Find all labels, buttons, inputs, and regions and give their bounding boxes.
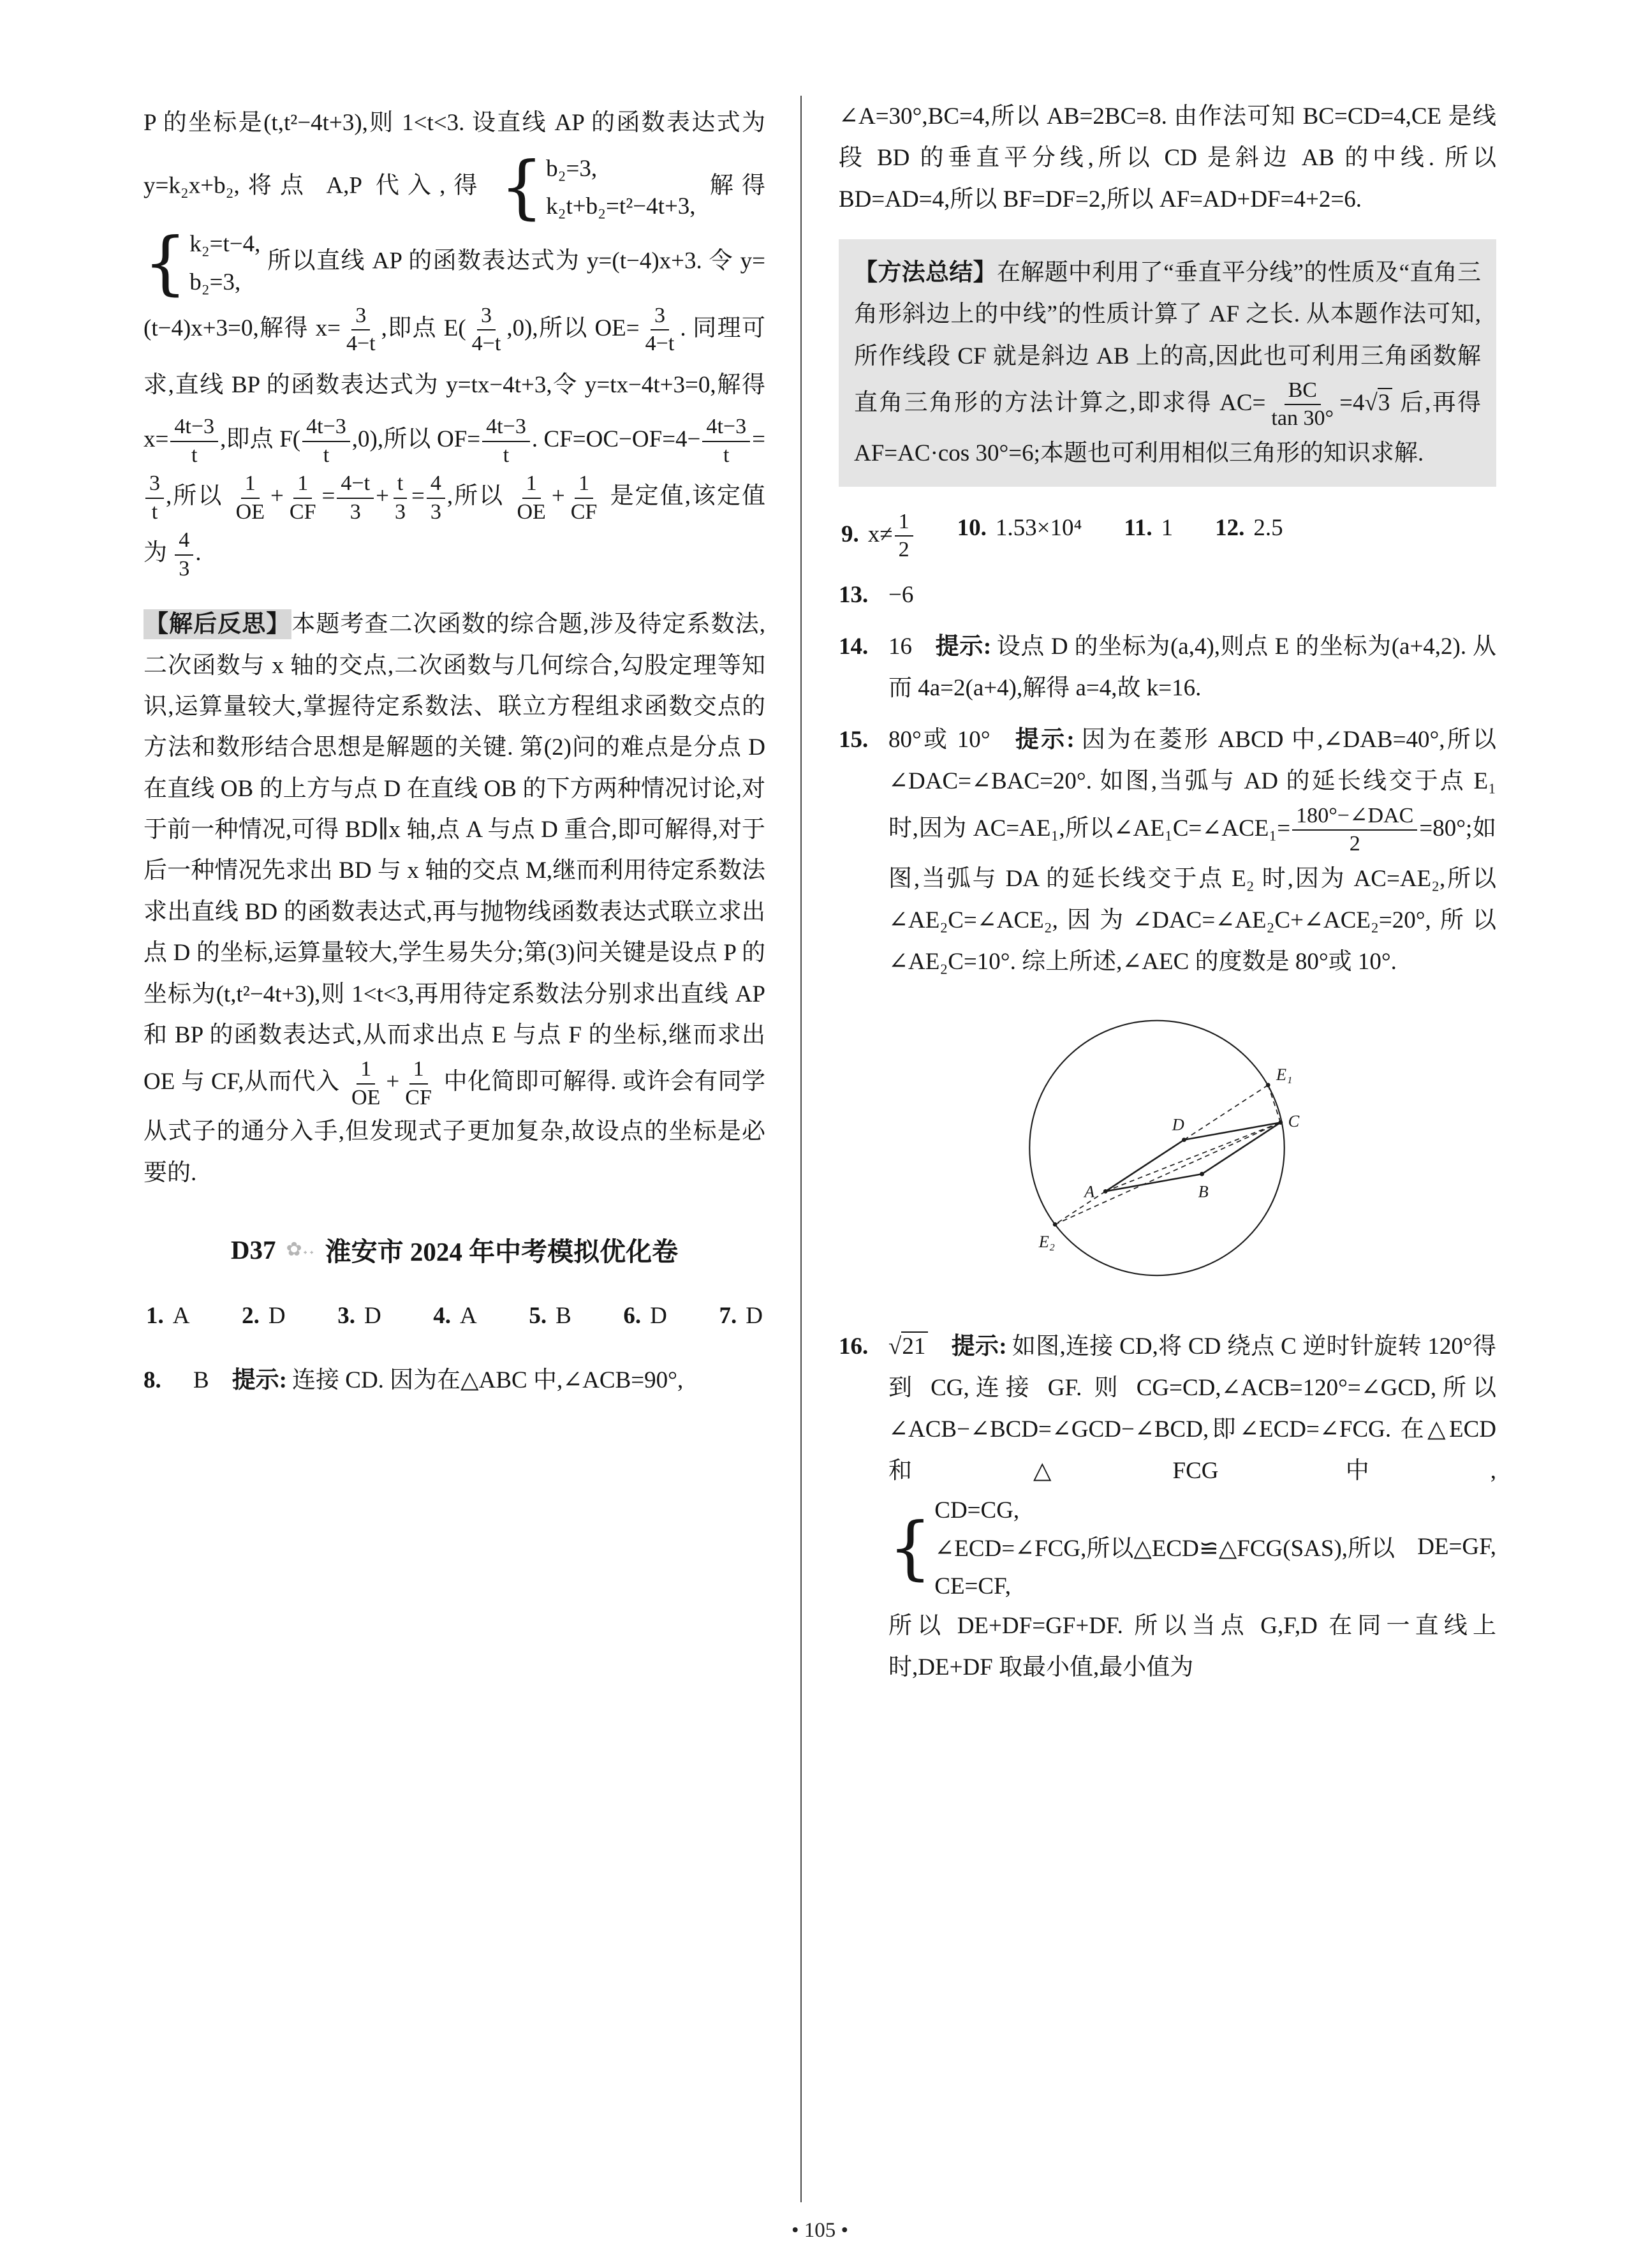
item-answer: √21 (888, 1333, 928, 1360)
answer-number: 4. (433, 1303, 452, 1330)
item-number: 15. (839, 727, 869, 753)
answer-pair (623, 1296, 666, 1337)
page-number: • 105 • (791, 2219, 849, 2242)
answer-number: 11. (1124, 514, 1152, 541)
item-number: 13. (839, 581, 869, 608)
solution-continued-paragraph: P 的坐标是(t,t²−4t+3),则 1<t<3. 设直线 AP 的函数表达式为 y=k₂x+b₂,将点 A,P 代入,得 { b₂=3, k₂t+b₂=t²−4t+3, 解得 { k₂=t−4, b₂=3, 所以直线 AP 的函数表达式为 y=(t−4)x+3. 令 y=(t−4)x+3=0,解得 x= $\frac{3}{4-t}$ ,即点 E( $\frac{3}{4-t}$ ,0),所以 OE= $\frac{3}{4-t}$ . 同理可求,直线 BP 的函数表达式为 y=tx−4t+3,令 y=tx−4t+3=0,解得 x= $\frac{4t-3}{t}$ ,即点 F( $\frac{4t-3}{t}$ ,0),所以 OF= $\frac{4t-3}{t}$ . CF=OC−OF=4− $\frac{4t-3}{t}$ = $\frac{3}{t}$ ,所以 $\frac{1}{OE}$ + $\frac{1}{CF}$ = $\frac{4-t}{3}$ + $\frac{t}{3}$ = $\frac{4}{3}$ ,所以 $\frac{1}{OE}$ + $\frac{1}{CF}$ 是定值,该定值为 $\frac{4}{3}$ . (144, 110, 766, 581)
answer-pair (242, 1296, 285, 1337)
item-number: 14. (839, 634, 869, 660)
hint-text: 因为在菱形 ABCD 中,∠DAB=40°,所以∠DAC=∠BAC=20°. 如图,当弧与 AD 的延长线交于点 E₁ 时,因为 AC=AE₁,所以∠AE₁C=∠ACE₁= $\frac{\text{180°−∠DAC}}{2}$ =80°;如图,当弧与 DA 的延长线交于点 E₂ 时,因为 AC=AE₂,所以∠AE₂C=∠ACE₂,因为∠DAC=∠AE₂C+∠ACE₂=20°,所以∠AE₂C=10°. 综上所述,∠AEC 的度数是 80°或 10°. (888, 727, 1496, 975)
item-body (888, 1326, 1496, 1688)
answer-item-13 (839, 574, 1496, 616)
answers-row-1-7 (146, 1296, 763, 1337)
label-e1: E₁ (1276, 1065, 1292, 1085)
hint-text: 连接 CD. 因为在△ABC 中,∠ACB=90°, (292, 1367, 684, 1394)
label-d: D (1172, 1115, 1184, 1134)
answer-number: 7. (719, 1303, 737, 1330)
point-c (1278, 1120, 1283, 1125)
answer-number: 6. (623, 1303, 642, 1330)
answer-item-8 (144, 1360, 765, 1401)
hint-label: 提示: (935, 634, 992, 660)
hint-label: 提示: (951, 1333, 1007, 1360)
answer-number: 10. (957, 514, 987, 541)
dashed-line-c-e2 (1055, 1122, 1281, 1224)
hint-label: 提示: (232, 1367, 288, 1394)
answer-item-15 (839, 719, 1496, 982)
reflection-text: 本题考查二次函数的综合题,涉及待定系数法,二次函数与 x 轴的交点,二次函数与几何综合,勾股定理等知识,运算量较大,掌握待定系数法、联立方程组求函数交点的方法和数形结合思想是解题的关键. 第(2)问的难点是分点 D 在直线 OB 的上方与点 D 在直线 OB 的下方两种情况讨论,对于前一种情况,可得 BD∥x 轴,点 A 与点 D 重合,即可解得,对于后一种情况先求出 BD 与 x 轴的交点 M,继而利用待定系数法求出直线 BD 的函数表达式,再与抛物线函数表达式联立求出点 D 的坐标,运算量较大,学生易失分;第(3)问关键是设点 P 的坐标为(t,t²−4t+3),则 1<t<3,再用待定系数法分别求出直线 AP 和 BP 的函数表达式,从而求出点 E 与点 F 的坐标,继而求出 OE 与 CF,从而代入 $\frac{1}{OE}$ + $\frac{1}{CF}$ 中化简即可解得. 或许会有同学从式子的通分入手,但发现式子更加复杂,故设点的坐标是必要的. (144, 611, 766, 1186)
answer-letter: D (364, 1303, 381, 1330)
left-column (144, 96, 800, 2202)
label-b: B (1198, 1182, 1209, 1201)
dashed-line-c-e1 (1268, 1085, 1281, 1123)
answer-letter: D (268, 1303, 286, 1330)
section-code: D37 (230, 1234, 276, 1264)
answer-pair (1124, 508, 1173, 564)
answer-letter: A (172, 1303, 190, 1330)
flower-ornament-icon: ✿˖˖ (286, 1239, 315, 1261)
answer-number: 5. (529, 1303, 547, 1330)
item-answer: 16 (888, 634, 912, 660)
circle-rhombus-diagram (1005, 1004, 1330, 1309)
section-name: 淮安市 2024 年中考模拟优化卷 (325, 1237, 679, 1267)
answer-letter: A (460, 1303, 477, 1330)
point-d (1182, 1138, 1186, 1142)
label-e2: E₂ (1038, 1232, 1055, 1251)
section-title (144, 1231, 765, 1268)
item-8-continuation: ∠A=30°,BC=4,所以 AB=2BC=8. 由作法可知 BC=CD=4,CE 是线段 BD 的垂直平分线,所以 CD 是斜边 AB 的中线. 所以 BD=AD=4,所以 BF=DF=2,所以 AF=AD+DF=4+2=6. (839, 103, 1496, 213)
answer-pair (719, 1296, 763, 1337)
answer-pair (146, 1296, 189, 1337)
answer-pair (957, 508, 1082, 564)
answer-value: x≠ $\frac{1}{2}$ (868, 521, 915, 547)
answer-value: 1 (1161, 514, 1174, 541)
hint-text: 如图,连接 CD,将 CD 绕点 C 逆时针旋转 120°得到 CG,连接 GF. 则 CG=CD,∠ACB=120°=∠GCD,所以∠ACB−∠BCD=∠GCD−∠BCD,即∠ECD=∠FCG. 在△ECD 和△FCG 中, { CD=CG, ∠ECD=∠FCG,所以△ECD≌△FCG(SAS),所以 CE=CF, DE=GF,所以 DE+DF=GF+DF. 所以当点 G,F,D 在同一直线上时,DE+DF 取最小值,最小值为 (888, 1333, 1496, 1681)
answer-letter: B (556, 1303, 571, 1330)
point-b (1200, 1172, 1204, 1176)
hint-text: 设点 D 的坐标为(a,4),则点 E 的坐标为(a+4,2). 从而 4a=2(a+4),解得 a=4,故 k=16. (888, 634, 1496, 702)
hint-label: 提示: (1013, 727, 1075, 753)
label-c: C (1288, 1112, 1299, 1131)
answer-pair (337, 1296, 381, 1337)
method-summary-label: 【方法总结】 (854, 260, 997, 286)
answer-number: 2. (242, 1303, 260, 1330)
label-a: A (1084, 1182, 1094, 1201)
point-e1 (1265, 1083, 1270, 1087)
answer-number: 9. (841, 521, 859, 547)
answer-pair (529, 1296, 571, 1337)
answer-pair (1215, 508, 1283, 564)
answer-pair (841, 508, 915, 564)
answers-row-9-12 (841, 508, 1494, 564)
right-column (800, 96, 1496, 2202)
answer-pair (433, 1296, 476, 1337)
answer-item-16 (839, 1326, 1496, 1688)
item-answer: −6 (888, 581, 914, 608)
reflection-paragraph (144, 604, 765, 1194)
circle (1029, 1021, 1285, 1276)
point-e2 (1052, 1222, 1057, 1227)
item-number: 16. (839, 1333, 869, 1360)
item-number: 8. (144, 1367, 161, 1394)
item-answer: B (193, 1367, 209, 1394)
answer-value: 1.53×10⁴ (995, 514, 1082, 541)
answer-value: 2.5 (1253, 514, 1283, 541)
answer-letter: D (650, 1303, 667, 1330)
method-summary-text: 在解题中利用了“垂直平分线”的性质及“直角三角形斜边上的中线”的性质计算了 AF 之长. 从本题作法可知,所作线段 CF 就是斜边 AB 上的高,因此也可利用三角函数解直角三角形的方法计算之,即求得 AC= $\frac{BC}{\tan 30^\circ}$ =4√3 后,再得 AF=AC·cos 30°=6;本题也可利用相似三角形的知识求解. (854, 260, 1482, 466)
dashed-extension-a-e2 (1055, 1191, 1105, 1224)
point-a (1103, 1189, 1107, 1194)
item-body (193, 1360, 765, 1401)
two-column-layout (144, 96, 1496, 2202)
reflection-label: 【解后反思】 (144, 609, 291, 639)
dashed-diagonal-ac (1105, 1122, 1281, 1191)
answer-number: 1. (146, 1303, 164, 1330)
geometry-figure (839, 1004, 1496, 1309)
item-body (888, 626, 1496, 709)
answer-item-14 (839, 626, 1496, 709)
answer-letter: D (746, 1303, 763, 1330)
answer-number: 3. (337, 1303, 355, 1330)
item-answer: 80°或 10° (888, 727, 990, 753)
answer-number: 12. (1215, 514, 1245, 541)
item-body (888, 719, 1496, 982)
method-summary-block (839, 239, 1496, 487)
